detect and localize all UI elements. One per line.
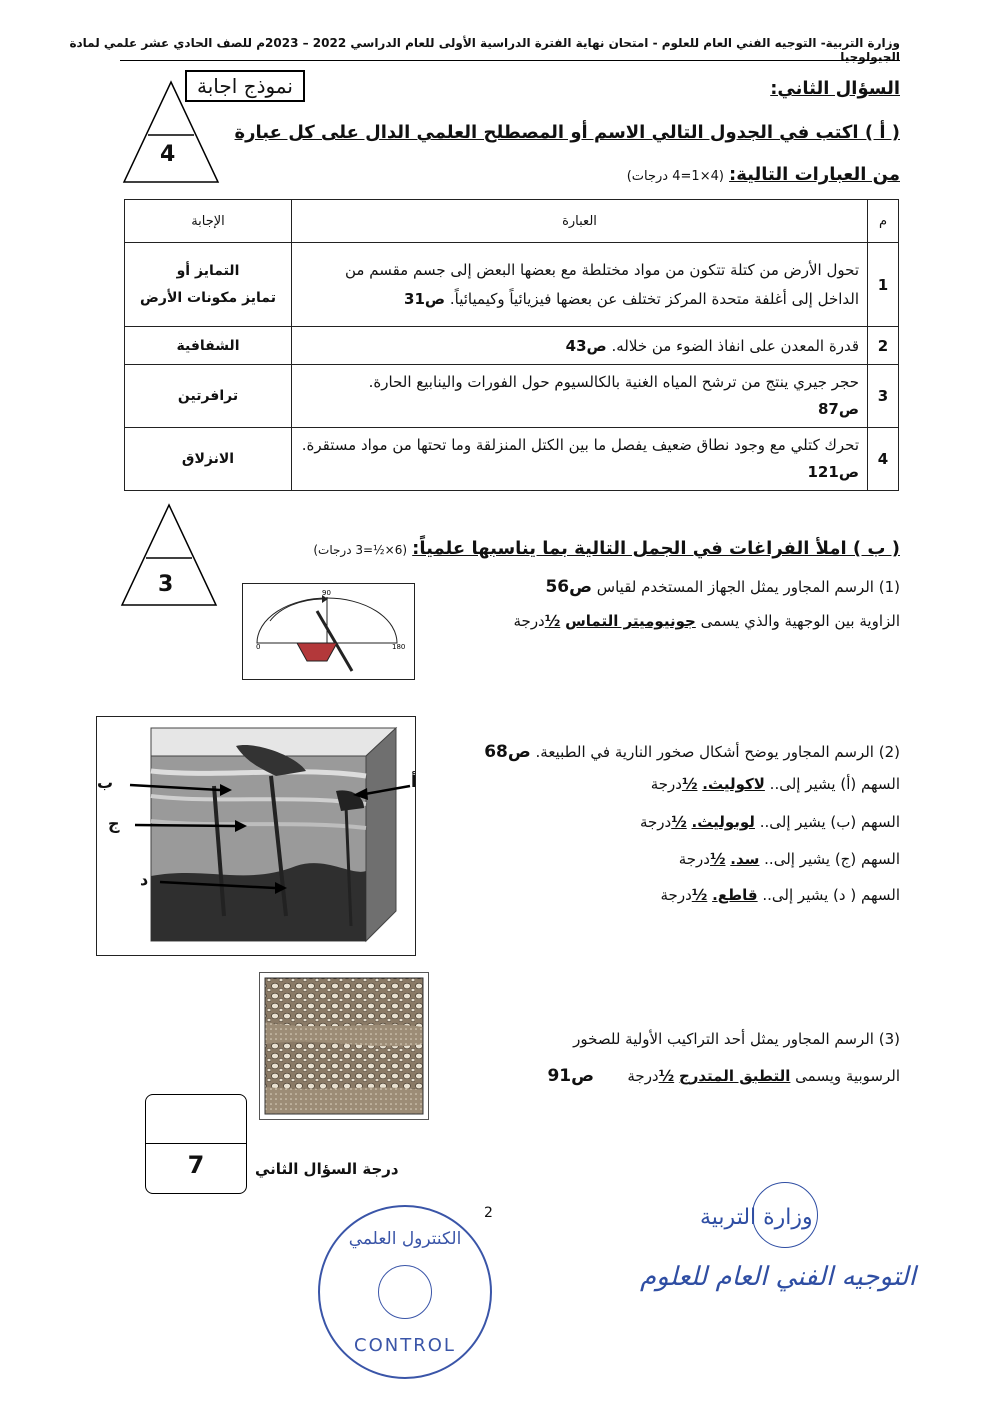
row-answer: الانزلاق bbox=[125, 428, 292, 491]
ministry-signature: وزارة التربية bbox=[700, 1205, 813, 1230]
q2-line-d: السهم ( د) يشير إلى.. قاطع. ½درجة bbox=[660, 886, 900, 904]
score-b: 3 bbox=[158, 572, 174, 597]
stamp-control: CONTROL bbox=[354, 1335, 456, 1356]
part-a-title-line1: ( أ ) اكتب في الجدول التالي الاسم أو المصطلح العلمي الدال على كل عبارة bbox=[234, 122, 900, 143]
graded-bedding-figure bbox=[259, 972, 429, 1120]
table-header-row bbox=[125, 200, 899, 243]
q2-line-c: السهم (ج) يشير إلى.. سد. ½درجة bbox=[678, 850, 900, 868]
total-label: درجة السؤال الثاني bbox=[255, 1160, 399, 1178]
total-score: 7 bbox=[187, 1151, 205, 1179]
part-b-marks: (6×½=3 درجات) bbox=[313, 543, 408, 557]
total-score-box bbox=[145, 1094, 247, 1194]
fig-label-b: ب bbox=[97, 773, 114, 792]
control-stamp bbox=[318, 1205, 492, 1379]
section-title: السؤال الثاني: bbox=[770, 78, 900, 99]
row-num: 3 bbox=[868, 365, 899, 428]
col-num: م bbox=[868, 200, 899, 243]
goniometer-figure bbox=[242, 583, 415, 680]
score-triangle-a bbox=[122, 80, 220, 184]
table-row bbox=[125, 365, 899, 428]
gonio-label-180: 180 bbox=[392, 643, 406, 651]
score-a: 4 bbox=[160, 142, 176, 167]
row-statement: تحرك كتلي مع وجود نطاق ضعيف يفصل ما بين الكتل المنزلقة وما تحتها من مواد مستقرة. ص121 bbox=[292, 428, 868, 491]
row-statement: حجر جيري ينتج من ترشح المياه الغنية بالكالسيوم حول الفورات والينابيع الحارة. ص87 bbox=[292, 365, 868, 428]
exam-header: وزارة التربية- التوجيه الفني العام للعلوم - امتحان نهاية الفترة الدراسية الأولى للعام الدراسي 2022 – 2023م للصف الحادي عشر علمي لمادة الجيولوجيا bbox=[69, 36, 900, 64]
q3-line2: الرسوبية ويسمى التطبق المتدرج ½درجة ص91 bbox=[547, 1066, 900, 1086]
gonio-label-90: 90 bbox=[322, 589, 331, 597]
q2-line-b: السهم (ب) يشير إلى.. لوبوليث. ½درجة bbox=[639, 813, 900, 831]
ministry-emblem-icon bbox=[752, 1182, 818, 1248]
row-answer: التمايز أو تمايز مكونات الأرض bbox=[125, 243, 292, 327]
stamp-arabic: الكنترول العلمي bbox=[348, 1229, 462, 1249]
figure-arrows bbox=[100, 720, 430, 970]
part-a-title-line2: من العبارات التالية: bbox=[729, 164, 900, 185]
header-rule bbox=[120, 60, 900, 61]
part-b-title: ( ب ) املأ الفراغات في الجمل التالية بما يناسبها علمياً: bbox=[412, 538, 900, 559]
row-answer: ترافرتين bbox=[125, 365, 292, 428]
fig-label-a: أ bbox=[411, 772, 417, 791]
row-statement: قدرة المعدن على انفاذ الضوء من خلاله. ص43 bbox=[292, 327, 868, 365]
q1-line1: (1) الرسم المجاور يمثل الجهاز المستخدم لقياس ص56 bbox=[545, 577, 900, 597]
table-row bbox=[125, 243, 899, 327]
row-num: 1 bbox=[868, 243, 899, 327]
answers-table bbox=[124, 199, 899, 491]
row-num: 2 bbox=[868, 327, 899, 365]
guidance-signature: التوجيه الفني العام للعلوم bbox=[640, 1262, 916, 1292]
q3-line1: (3) الرسم المجاور يمثل أحد التراكيب الأولية للصخور bbox=[573, 1030, 900, 1048]
table-row bbox=[125, 327, 899, 365]
fig-label-c: ج bbox=[108, 814, 120, 833]
row-answer: الشفافية bbox=[125, 327, 292, 365]
col-answer: الإجابة bbox=[125, 200, 292, 243]
table-row bbox=[125, 428, 899, 491]
row-num: 4 bbox=[868, 428, 899, 491]
row-statement: تحول الأرض من كتلة تتكون من مواد مختلطة مع بعضها البعض إلى جسم مقسم من الداخل إلى أغلفة متحدة المركز تختلف عن بعضها فيزيائياً وكيميائياً. ص31 bbox=[292, 243, 868, 327]
col-statement: العبارة bbox=[292, 200, 868, 243]
q2-line1: (2) الرسم المجاور يوضح أشكال صخور النارية في الطبيعة. ص68 bbox=[484, 742, 900, 762]
model-answer-tag: نموذج اجابة bbox=[185, 70, 305, 102]
fig-label-d: د bbox=[140, 870, 149, 889]
q2-line-a: السهم (أ) يشير إلى.. لاكوليث. ½درجة bbox=[650, 775, 900, 793]
part-a-marks: (4×1=4 درجات) bbox=[626, 169, 724, 184]
page-number: 2 bbox=[484, 1205, 493, 1221]
stamp-emblem-icon bbox=[378, 1265, 432, 1319]
gonio-label-0: 0 bbox=[256, 643, 261, 651]
q1-line2: الزاوية بين الوجهية والذي يسمى جونيوميتر التماس ½درجة bbox=[513, 612, 900, 630]
